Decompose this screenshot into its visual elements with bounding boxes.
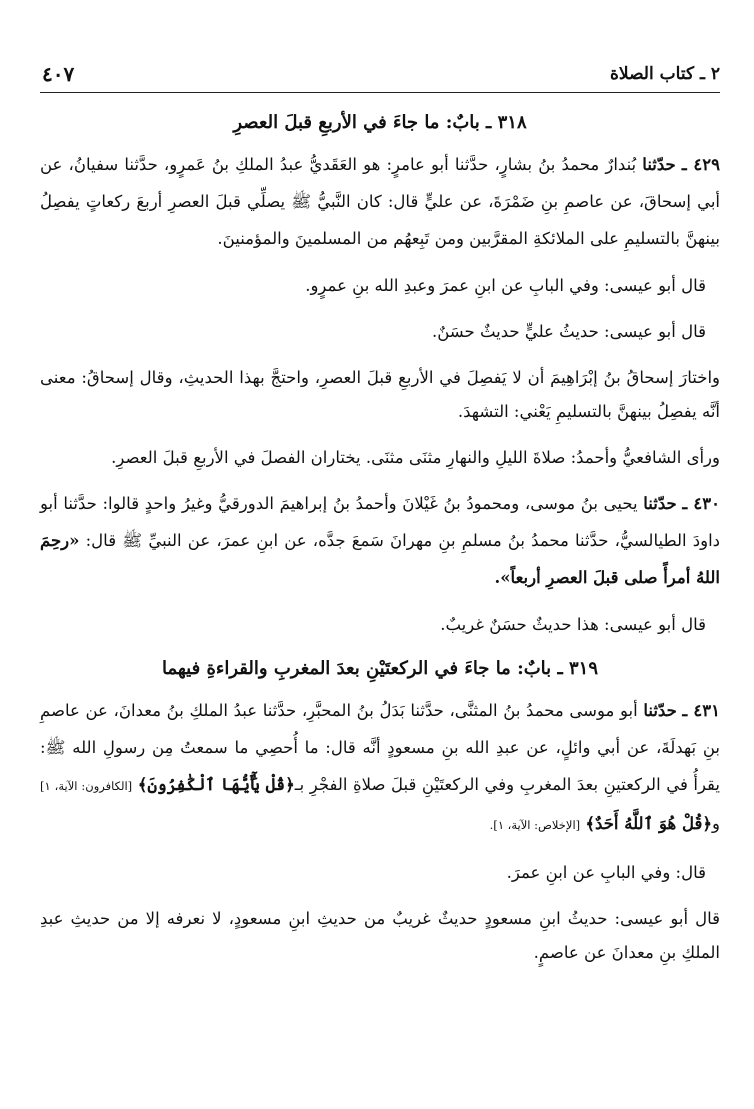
quran-verse-kafirun: ﴿قُلْ يَٰٓأَيُّهَا ٱلْكَٰفِرُونَ﴾ bbox=[137, 775, 295, 794]
commentary-note: قال أبو عيسى: حديثُ ابنِ مسعودٍ حديثٌ غريبٌ من حديثِ ابنِ مسعودٍ، لا نعرفه إلا من حديثِ عبدِ الملكِ بنِ معدانَ عن عاصمٍ. bbox=[40, 909, 720, 962]
page-number: ٤٠٧ bbox=[42, 62, 75, 86]
hadith-text: أبو موسى محمدُ بنُ المثنَّى، حدَّثنا بَدَلُ بنُ المحبَّرِ، حدَّثنا عبدُ الملكِ بنُ معدانَ، عن عاصمِ بنِ بَهدلَةَ، عن أبي وائلٍ، عن عبدِ الله بنِ مسعودٍ أنَّه قال: ما أُحصِي ما سمعتُ مِن رسولِ الله ﷺ: يقرأُ في الركعتينِ بعدَ المغربِ وفي الركعتَيْنِ قبلَ صلاةِ الفجْرِ بـ bbox=[40, 701, 720, 794]
commentary-note: قال أبو عيسى: حديثُ عليٍّ حديثٌ حسَنٌ. bbox=[431, 322, 706, 341]
hadith-number: ٤٣٠ ـ bbox=[682, 494, 720, 513]
verse-reference: [الإخلاص: الآية، ١]. bbox=[489, 818, 581, 832]
chapter-title-318: ٣١٨ ـ بابٌ: ما جاءَ في الأربعِ قبلَ العصرِ bbox=[233, 112, 527, 133]
hadith-opening: حدّثنا bbox=[642, 155, 676, 174]
page-content bbox=[40, 110, 720, 970]
running-title: ٢ ـ كتاب الصلاة bbox=[610, 64, 720, 84]
hadith-opening: حدّثنا bbox=[643, 494, 677, 513]
hadith-430 bbox=[40, 485, 720, 596]
commentary-note: قال: وفي البابِ عن ابنِ عمرَ. bbox=[506, 863, 706, 882]
hadith-429 bbox=[40, 146, 720, 257]
hadith-number: ٤٣١ ـ bbox=[682, 701, 720, 720]
hadith-text: بُندارٌ محمدُ بنُ بشارٍ، حدَّثنا أبو عامرٍ: هو العَقَديُّ عبدُ الملكِ بنُ عَمرٍو، حدَّثنا سفيانُ، عن أبي إسحاقَ، عن عاصمِ بنِ ضَمْرَةَ، عن عليٍّ قال: كان النَّبيُّ ﷺ يصلِّي قبلَ العصرِ أربعَ ركعاتٍ يفصِلُ بينهنَّ بالتسليمِ على الملائكةِ المقرَّبين ومن تَبِعهُم من المسلمينَ والمؤمنينَ. bbox=[40, 155, 720, 248]
commentary-note: واختارَ إسحاقُ بنُ إبْرَاهِيمَ أن لا يَفصِلَ في الأربعِ قبلَ العصرِ، واحتجَّ بهذا الحديثِ، وقال إسحاقُ: معنى أنَّه يفصِلُ بينهنَّ بالتسليمِ يَعْني: التشهدَ. bbox=[40, 368, 720, 421]
commentary-note: قال أبو عيسى: وفي البابِ عن ابنِ عمرَ وعبدِ الله بنِ عمرٍو. bbox=[305, 276, 706, 295]
commentary-note: ورأى الشافعيُّ وأحمدُ: صلاةَ الليلِ والنهارِ مثنَى مثنَى. يختاران الفصلَ في الأربعِ قبلَ العصرِ. bbox=[111, 448, 720, 467]
conjunction: و bbox=[712, 814, 720, 833]
commentary-note: قال أبو عيسى: هذا حديثٌ حسَنٌ غريبٌ. bbox=[440, 615, 706, 634]
quran-verse-ikhlas: ﴿قُلْ هُوَ ٱللَّهُ أَحَدٌ﴾ bbox=[585, 814, 713, 833]
chapter-title-319: ٣١٩ ـ بابٌ: ما جاءَ في الركعتَيْنِ بعدَ المغربِ والقراءةِ فيهما bbox=[161, 658, 598, 679]
hadith-431 bbox=[40, 692, 720, 844]
hadith-number: ٤٢٩ ـ bbox=[681, 155, 720, 174]
verse-reference: [الكافرون: الآية، ١] bbox=[40, 779, 133, 793]
book-page bbox=[40, 0, 720, 1109]
page-header bbox=[40, 62, 720, 93]
hadith-opening: حدّثنا bbox=[643, 701, 677, 720]
prophetic-saying: «رحِمَ اللهُ أمرأً صلى قبلَ العصرِ أربعاً». bbox=[40, 531, 720, 587]
hadith-text: يحيى بنُ موسى، ومحمودُ بنُ غَيْلانَ وأحمدُ بنُ إبراهيمَ الدورقيُّ وغيرُ واحدٍ قالوا: حدَّثنا أبو داودَ الطيالسيُّ، حدَّثنا محمدُ بنُ مسلمِ بنِ مهرانَ سَمعَ جدَّه، عن ابنِ عمرَ، عن النبيِّ ﷺ قال: bbox=[40, 494, 720, 550]
